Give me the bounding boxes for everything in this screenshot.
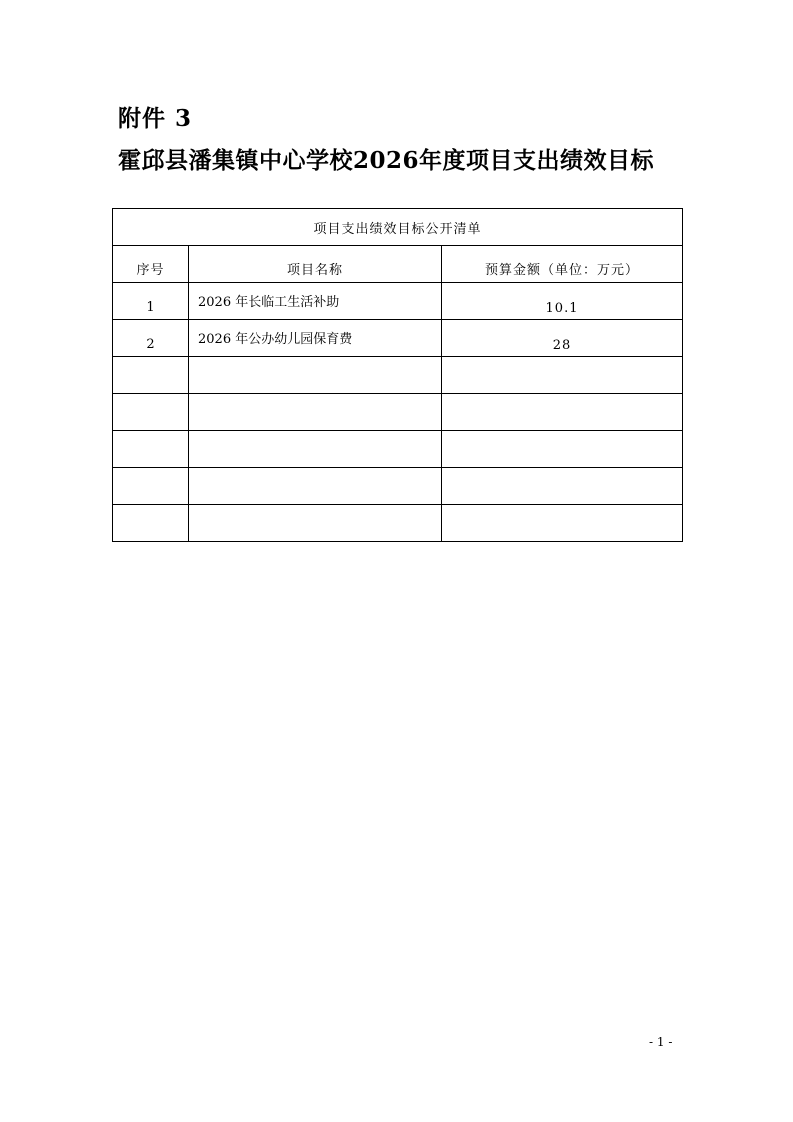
column-header-amount: 预算金额（单位：万元） (442, 246, 683, 283)
table-row (113, 357, 683, 394)
row-seq (113, 468, 189, 505)
row-name (189, 431, 442, 468)
table-caption: 项目支出绩效目标公开清单 (113, 209, 683, 246)
table-row (113, 505, 683, 542)
attachment-label: 附件 3 (118, 105, 193, 132)
row-amount: 28 (442, 320, 683, 357)
row-seq (113, 431, 189, 468)
row-seq: 1 (113, 283, 189, 320)
table-header-row (113, 246, 683, 283)
table-row (113, 283, 683, 320)
row-amount (442, 357, 683, 394)
page-title: 霍邱县潘集镇中心学校2026年度项目支出绩效目标 (118, 147, 655, 174)
table-row (113, 468, 683, 505)
row-seq (113, 394, 189, 431)
row-seq: 2 (113, 320, 189, 357)
row-seq (113, 505, 189, 542)
table-row (113, 431, 683, 468)
row-seq (113, 357, 189, 394)
row-amount (442, 505, 683, 542)
page-number: - 1 - (649, 1035, 673, 1049)
table-caption-row (113, 209, 683, 246)
row-amount (442, 468, 683, 505)
table-row (113, 394, 683, 431)
column-header-seq: 序号 (113, 246, 189, 283)
row-name (189, 468, 442, 505)
project-list-table (112, 208, 683, 542)
row-name: 2026 年长临工生活补助 (189, 283, 442, 320)
table-row (113, 320, 683, 357)
row-name (189, 394, 442, 431)
row-amount (442, 394, 683, 431)
row-name (189, 357, 442, 394)
row-amount (442, 431, 683, 468)
row-amount: 10.1 (442, 283, 683, 320)
row-name (189, 505, 442, 542)
row-name: 2026 年公办幼儿园保育费 (189, 320, 442, 357)
column-header-name: 项目名称 (189, 246, 442, 283)
